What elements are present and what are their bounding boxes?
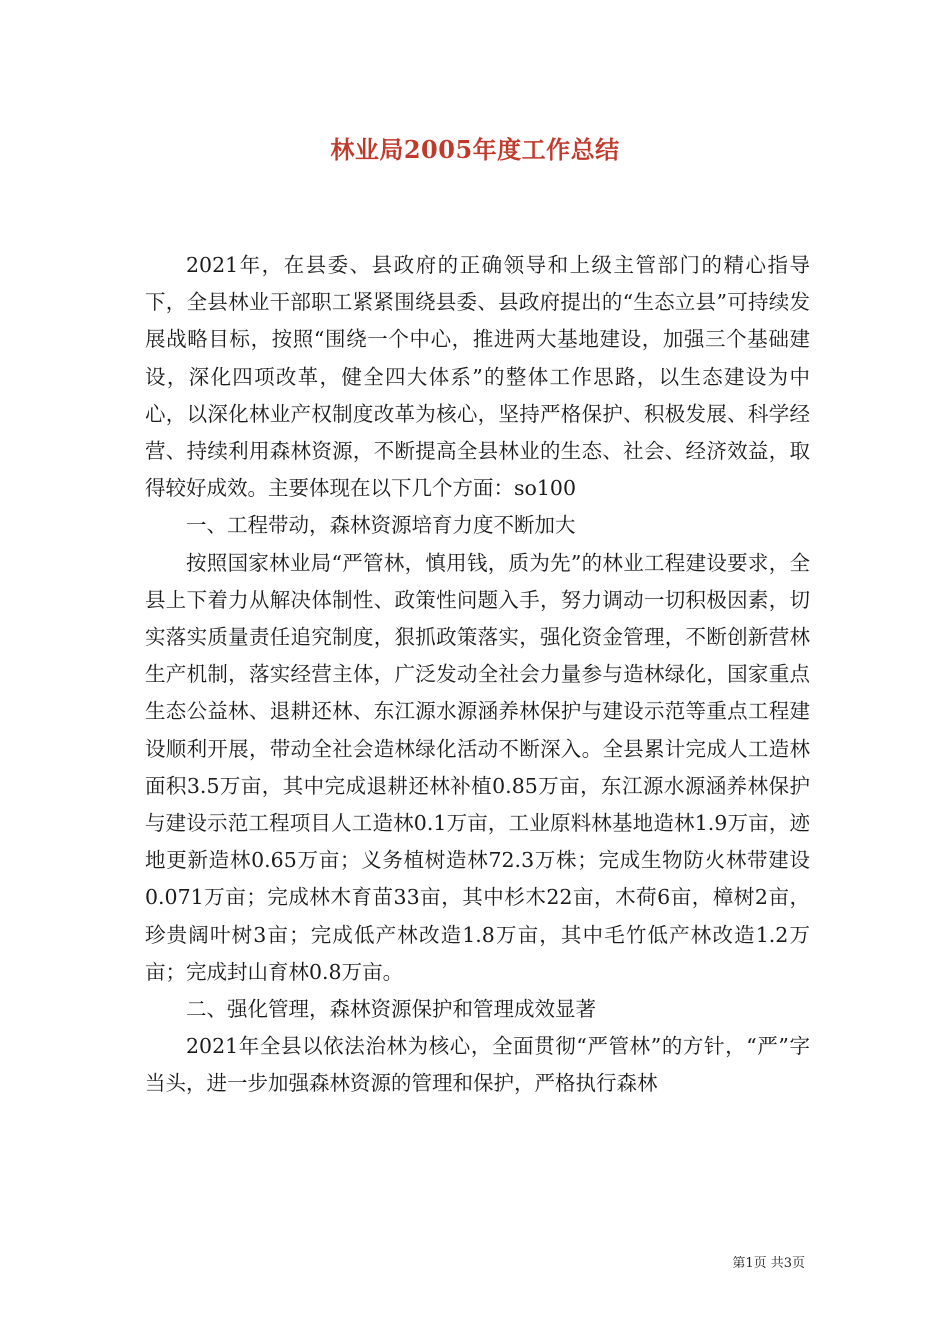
document-title: 林业局2005年度工作总结 — [330, 135, 620, 164]
section-heading-1: 一、工程带动，森林资源培育力度不断加大 — [186, 513, 576, 538]
page-footer: 第1页 共3页 — [732, 1256, 805, 1271]
paragraph-section-2: 2021年全县以依法治林为核心，全面贯彻“严管林”的方针，“严”字当头，进一步加强森林资源的管理和保护，严格执行森林 — [145, 1034, 810, 1096]
paragraph-intro: 2021年，在县委、县政府的正确领导和上级主管部门的精心指导下，全县林业干部职工紧紧围绕县委、县政府提出的“生态立县”可持续发展战略目标，按照“围绕一个中心，推进两大基地建设，加强三个基础建设，深化四项改革，健全四大体系”的整体工作思路，以生态建设为中心，以深化林业产权制度改革为核心，坚持严格保护、积极发展、科学经营、持续利用森林资源，不断提高全县林业的生态、社会、经济效益，取得较好成效。主要体现在以下几个方面：so100 — [145, 253, 810, 501]
paragraph-section-1: 按照国家林业局“严管林，慎用钱，质为先”的林业工程建设要求，全县上下着力从解决体制性、政策性问题入手，努力调动一切积极因素，切实落实质量责任追究制度，狠抓政策落实，强化资金管理，不断创新营林生产机制，落实经营主体，广泛发动全社会力量参与造林绿化，国家重点生态公益林、退耕还林、东江源水源涵养林保护与建设示范等重点工程建设顺利开展，带动全社会造林绿化活动不断深入。全县累计完成人工造林面积3.5万亩，其中完成退耕还林补植0.85万亩，东江源水源涵养林保护与建设示范工程项目人工造林0.1万亩，工业原料林基地造林1.9万亩，迹地更新造林0.65万亩；义务植树造林72.3万株；完成生物防火林带建设0.071万亩；完成林木育苗33亩，其中杉木22亩，木荷6亩，樟树2亩，珍贵阔叶树3亩；完成低产林改造1.8万亩，其中毛竹低产林改造1.2万亩；完成封山育林0.8万亩。 — [145, 550, 810, 984]
document-body — [145, 247, 810, 1103]
section-heading-2: 二、强化管理，森林资源保护和管理成效显著 — [186, 997, 596, 1022]
